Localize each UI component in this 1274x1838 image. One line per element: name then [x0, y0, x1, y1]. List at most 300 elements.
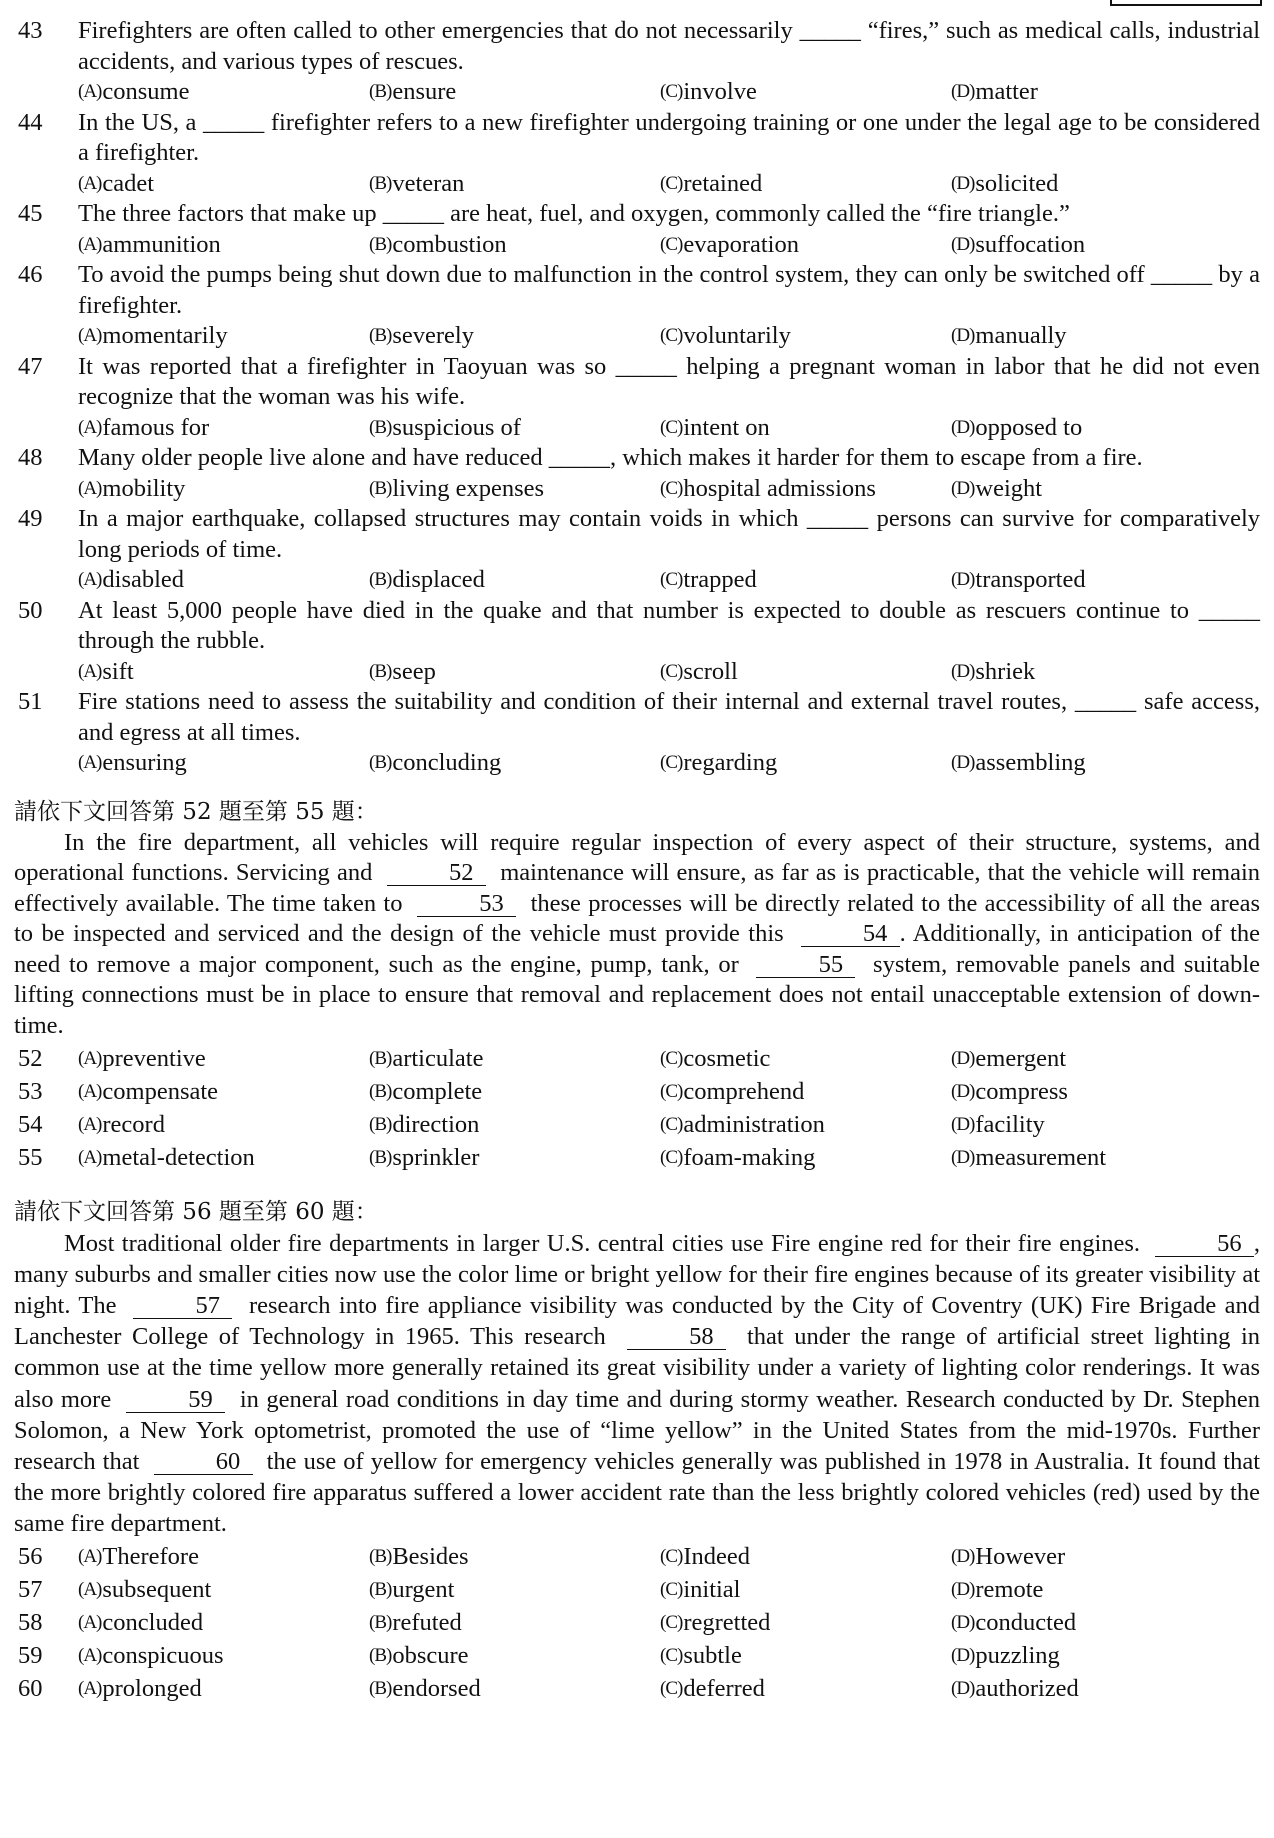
- question-text: Many older people live alone and have reduced _____, which makes it harder for them to escape from a fire.: [78, 444, 1143, 471]
- option-row: [78, 1075, 1242, 1108]
- option-c[interactable]: [660, 169, 951, 200]
- option-text: measurement: [975, 1143, 1107, 1171]
- option-text: famous for: [102, 413, 210, 441]
- option-a[interactable]: [78, 321, 369, 352]
- option-label: (B): [369, 416, 392, 438]
- option-c[interactable]: [660, 474, 951, 505]
- option-text: articulate: [392, 1044, 484, 1072]
- question-row: [14, 1108, 1260, 1141]
- option-row: [78, 565, 1260, 596]
- option-text: However: [975, 1542, 1066, 1570]
- question-item: [14, 504, 1260, 596]
- option-b[interactable]: [369, 1075, 660, 1108]
- blank-54: 54: [801, 922, 900, 947]
- option-b[interactable]: [369, 1540, 660, 1573]
- option-label: (D): [951, 233, 975, 255]
- option-text: displaced: [392, 566, 485, 593]
- option-text: assembling: [975, 749, 1086, 776]
- question-row: [14, 1573, 1260, 1606]
- question-number: 47: [18, 352, 43, 380]
- option-a[interactable]: [78, 474, 369, 505]
- option-b[interactable]: [369, 321, 660, 352]
- option-a[interactable]: [78, 1108, 369, 1141]
- option-label: (C): [660, 325, 683, 346]
- option-label: (D): [951, 1113, 975, 1135]
- option-text: ensuring: [102, 749, 187, 776]
- option-c[interactable]: [660, 1042, 951, 1075]
- option-text: subtle: [683, 1641, 742, 1669]
- option-label: (A): [78, 233, 102, 255]
- option-b[interactable]: [369, 413, 660, 444]
- passage-text: that under the range of artificial street lighting in common use at the time yellow more generally retained its great visibility under a variety of lighting color renderings. It was also more: [14, 1323, 1261, 1413]
- option-text: administration: [683, 1110, 825, 1138]
- option-row: [78, 1141, 1242, 1174]
- option-text: momentarily: [102, 322, 228, 349]
- option-text: sprinkler: [392, 1143, 480, 1171]
- option-row: [78, 77, 1260, 108]
- option-text: transported: [975, 566, 1086, 593]
- option-label: (C): [660, 569, 683, 590]
- option-label: (B): [369, 81, 392, 102]
- option-text: remote: [975, 1575, 1044, 1603]
- option-b[interactable]: [369, 1141, 660, 1174]
- option-d[interactable]: [951, 748, 1242, 779]
- option-text: concluding: [392, 749, 502, 776]
- option-row: [78, 1108, 1242, 1141]
- option-label: (B): [369, 172, 392, 194]
- option-a[interactable]: [78, 565, 369, 596]
- option-text: consume: [102, 78, 190, 105]
- option-b[interactable]: [369, 657, 660, 688]
- option-label: (A): [78, 81, 102, 102]
- option-b[interactable]: [369, 1672, 660, 1705]
- option-c[interactable]: [660, 230, 951, 261]
- option-text: compensate: [102, 1077, 219, 1105]
- blank-55: 55: [756, 953, 855, 978]
- question-text: Fire stations need to assess the suitability and condition of their internal and external travel routes, _____ safe access, and egress at all times.: [78, 688, 1260, 746]
- option-text: hospital admissions: [683, 474, 876, 502]
- question-number: 59: [18, 1641, 43, 1669]
- option-text: cosmetic: [683, 1044, 771, 1072]
- option-label: (B): [369, 1644, 392, 1666]
- option-label: (B): [369, 1146, 392, 1168]
- option-d[interactable]: [951, 1042, 1242, 1075]
- question-number: 49: [18, 505, 43, 532]
- option-label: (D): [951, 477, 975, 499]
- option-label: (B): [369, 1113, 392, 1135]
- option-label: (D): [951, 1146, 975, 1168]
- header-box: [1110, 0, 1262, 6]
- option-text: direction: [392, 1110, 480, 1138]
- option-text: emergent: [975, 1044, 1067, 1072]
- option-label: (D): [951, 1611, 975, 1633]
- option-label: (A): [78, 1644, 102, 1666]
- question-item: [14, 596, 1260, 688]
- option-text: regretted: [683, 1608, 771, 1636]
- option-d[interactable]: [951, 1141, 1242, 1174]
- option-label: (D): [951, 569, 975, 590]
- option-d[interactable]: [951, 1573, 1242, 1606]
- option-label: (B): [369, 1578, 392, 1600]
- option-d[interactable]: [951, 1606, 1242, 1639]
- option-label: (C): [660, 1677, 683, 1699]
- question-list-52-55: [14, 1042, 1260, 1174]
- option-text: foam-making: [683, 1143, 816, 1171]
- option-a[interactable]: [78, 748, 369, 779]
- option-c[interactable]: [660, 1639, 951, 1672]
- question-row: [14, 1042, 1260, 1075]
- option-text: regarding: [683, 749, 778, 776]
- question-text: To avoid the pumps being shut down due to malfunction in the control system, they can only be switched off _____ by a firefighter.: [78, 261, 1260, 319]
- option-label: (B): [369, 660, 392, 682]
- option-row: [78, 413, 1260, 444]
- option-row: [78, 321, 1260, 352]
- option-a[interactable]: [78, 1606, 369, 1639]
- option-text: opposed to: [975, 413, 1083, 441]
- option-label: (C): [660, 1113, 683, 1135]
- option-row: [78, 1042, 1242, 1075]
- option-b[interactable]: [369, 1639, 660, 1672]
- question-number: 51: [18, 688, 43, 715]
- option-label: (D): [951, 752, 975, 773]
- option-label: (A): [78, 477, 102, 499]
- passage-text: research into fire appliance visibility was conducted by the City of Coventry (UK) Fire Brigade and Lanchester College of Technology in 1965. This research: [14, 1292, 1261, 1351]
- option-label: (A): [78, 1611, 102, 1633]
- question-number: 43: [18, 17, 43, 44]
- passage-text: the use of yellow for emergency vehicles generally was published in 1978 in Australia. It found that the more brightly colored fire apparatus suffered a lower accident rate than the less brightly colored vehicles (red) used by the same fire department.: [14, 1448, 1261, 1538]
- passage-56-60: [14, 1228, 1260, 1540]
- option-a[interactable]: [78, 1672, 369, 1705]
- option-text: deferred: [683, 1674, 765, 1702]
- option-d[interactable]: [951, 1108, 1242, 1141]
- passage-text: in general road conditions in day time and during stormy weather. Research conducted by Dr. Stephen Solomon, a New York optometrist, promoted the use of “lime yellow” in the United States from the mid-1970s. Further research that: [14, 1385, 1261, 1476]
- option-label: (B): [369, 1677, 392, 1699]
- option-text: weight: [975, 474, 1043, 502]
- option-label: (B): [369, 1047, 392, 1069]
- option-label: (B): [369, 752, 392, 773]
- option-text: involve: [683, 78, 757, 105]
- option-a[interactable]: [78, 230, 369, 261]
- option-row: [78, 748, 1260, 779]
- question-text: It was reported that a firefighter in Taoyuan was so _____ helping a pregnant woman in labor that he did not even recognize that the woman was his wife.: [78, 352, 1260, 410]
- option-b[interactable]: [369, 474, 660, 505]
- option-label: (A): [78, 1146, 102, 1168]
- option-text: concluded: [102, 1608, 204, 1636]
- option-text: Indeed: [683, 1542, 750, 1570]
- question-list-56-60: [14, 1540, 1260, 1705]
- option-c[interactable]: [660, 77, 951, 108]
- question-item: [14, 199, 1260, 260]
- option-c[interactable]: [660, 1606, 951, 1639]
- option-text: record: [102, 1110, 165, 1138]
- option-label: (C): [660, 1611, 683, 1633]
- option-label: (D): [951, 1644, 975, 1666]
- option-label: (C): [660, 1080, 683, 1102]
- passage-text: these processes will be directly related to the accessibility of all the areas to be inspected and serviced and the design of the vehicle must provide this: [14, 889, 1261, 948]
- option-a[interactable]: [78, 1573, 369, 1606]
- question-row: [14, 1141, 1260, 1174]
- question-item: [14, 352, 1260, 444]
- option-b[interactable]: [369, 1108, 660, 1141]
- option-c[interactable]: [660, 1075, 951, 1108]
- option-text: urgent: [392, 1575, 455, 1603]
- option-label: (A): [78, 1113, 102, 1135]
- passage-52-55: [14, 828, 1260, 1042]
- option-label: (C): [660, 477, 683, 499]
- question-number: 54: [18, 1110, 43, 1138]
- option-d[interactable]: [951, 230, 1242, 261]
- option-text: authorized: [975, 1674, 1079, 1702]
- option-text: Besides: [392, 1542, 469, 1570]
- passage-text: maintenance will ensure, as far as is practicable, that the vehicle will remain effectively available. The time taken to: [14, 859, 1261, 917]
- option-label: (B): [369, 325, 392, 346]
- question-item: [14, 443, 1260, 504]
- option-d[interactable]: [951, 1075, 1242, 1108]
- option-label: (A): [78, 325, 102, 346]
- option-label: (B): [369, 1611, 392, 1633]
- option-c[interactable]: [660, 1573, 951, 1606]
- option-a[interactable]: [78, 1075, 369, 1108]
- option-text: retained: [683, 169, 763, 197]
- question-text: In the US, a _____ firefighter refers to a new firefighter undergoing training or one under the legal age to be considered a firefighter.: [78, 108, 1260, 166]
- option-b[interactable]: [369, 169, 660, 200]
- option-label: (C): [660, 660, 683, 682]
- option-b[interactable]: [369, 748, 660, 779]
- option-text: suffocation: [975, 230, 1086, 258]
- question-text: In a major earthquake, collapsed structures may contain voids in which _____ persons can survive for comparatively long periods of time.: [78, 505, 1260, 563]
- question-number: 46: [18, 261, 43, 288]
- option-label: (D): [951, 1080, 975, 1102]
- option-label: (C): [660, 172, 683, 194]
- option-c[interactable]: [660, 321, 951, 352]
- question-row: [14, 1075, 1260, 1108]
- option-d[interactable]: [951, 321, 1242, 352]
- option-text: metal-detection: [102, 1143, 255, 1171]
- option-label: (A): [78, 172, 102, 194]
- option-text: conspicuous: [102, 1641, 224, 1669]
- option-d[interactable]: [951, 413, 1242, 444]
- option-label: (A): [78, 416, 102, 438]
- option-d[interactable]: [951, 169, 1242, 200]
- option-c[interactable]: [660, 748, 951, 779]
- question-text: The three factors that make up _____ are heat, fuel, and oxygen, commonly called the “fire triangle.”: [78, 200, 1070, 227]
- question-number: 57: [18, 1575, 43, 1603]
- option-a[interactable]: [78, 1042, 369, 1075]
- option-label: (D): [951, 172, 975, 194]
- option-label: (B): [369, 569, 392, 590]
- option-label: (A): [78, 1578, 102, 1600]
- option-b[interactable]: [369, 77, 660, 108]
- option-d[interactable]: [951, 565, 1242, 596]
- option-a[interactable]: [78, 413, 369, 444]
- option-label: (C): [660, 1047, 683, 1069]
- section-instruction-52-55: 請依下文回答第 52 題至第 55 題：: [14, 798, 378, 825]
- option-label: (B): [369, 233, 392, 255]
- option-text: living expenses: [392, 474, 545, 502]
- option-d[interactable]: [951, 1672, 1242, 1705]
- question-number: 55: [18, 1143, 43, 1171]
- option-label: (C): [660, 416, 683, 438]
- option-c[interactable]: [660, 657, 951, 688]
- option-text: cadet: [102, 169, 155, 197]
- question-item: [14, 16, 1260, 108]
- option-label: (C): [660, 1644, 683, 1666]
- question-row: [14, 1672, 1260, 1705]
- question-row: [14, 1540, 1260, 1573]
- question-number: 52: [18, 1044, 43, 1072]
- option-d[interactable]: [951, 77, 1242, 108]
- option-d[interactable]: [951, 474, 1242, 505]
- option-label: (D): [951, 1545, 975, 1567]
- passage-text: , many suburbs and smaller cities now use the color lime or bright yellow for their fire engines because of its greater visibility at night. The: [14, 1229, 1261, 1320]
- option-c[interactable]: [660, 1108, 951, 1141]
- question-number: 53: [18, 1077, 43, 1105]
- option-b[interactable]: [369, 1042, 660, 1075]
- option-text: shriek: [975, 657, 1036, 685]
- option-text: prolonged: [102, 1674, 202, 1702]
- exam-page: [14, 16, 1260, 1705]
- option-d[interactable]: [951, 657, 1242, 688]
- option-text: evaporation: [683, 230, 799, 258]
- option-text: preventive: [102, 1044, 206, 1072]
- option-row: [78, 1573, 1242, 1606]
- option-d[interactable]: [951, 1540, 1242, 1573]
- option-c[interactable]: [660, 1540, 951, 1573]
- option-row: [78, 1606, 1242, 1639]
- blank-58: 58: [627, 1325, 726, 1350]
- option-text: puzzling: [975, 1641, 1060, 1669]
- question-number: 45: [18, 200, 43, 227]
- question-text: Firefighters are often called to other emergencies that do not necessarily _____ “fires,” such as medical calls, industrial accidents, and various types of rescues.: [78, 17, 1260, 75]
- option-label: (C): [660, 1545, 683, 1567]
- option-label: (A): [78, 1047, 102, 1069]
- option-text: disabled: [102, 566, 185, 593]
- option-text: sift: [102, 657, 134, 685]
- option-label: (A): [78, 1545, 102, 1567]
- option-label: (C): [660, 752, 683, 773]
- option-row: [78, 1540, 1242, 1573]
- option-label: (A): [78, 1080, 102, 1102]
- question-number: 44: [18, 108, 43, 136]
- option-row: [78, 474, 1260, 505]
- option-label: (D): [951, 1047, 975, 1069]
- option-label: (A): [78, 752, 102, 773]
- blank-52: 52: [387, 861, 486, 886]
- option-text: initial: [683, 1575, 741, 1603]
- option-text: refuted: [392, 1608, 462, 1636]
- option-a[interactable]: [78, 169, 369, 200]
- blank-53: 53: [417, 892, 516, 917]
- question-number: 60: [18, 1674, 43, 1702]
- option-label: (A): [78, 660, 102, 682]
- option-c[interactable]: [660, 565, 951, 596]
- option-text: seep: [392, 657, 436, 685]
- option-c[interactable]: [660, 1141, 951, 1174]
- option-text: compress: [975, 1077, 1068, 1105]
- option-label: (B): [369, 477, 392, 499]
- option-text: severely: [392, 322, 474, 349]
- passage-text: system, removable panels and suitable lifting connections must be in place to ensure that removal and replacement does not entail unacceptable extension of down-time.: [14, 950, 1261, 1040]
- blank-59: 59: [126, 1388, 225, 1413]
- option-text: ammunition: [102, 230, 221, 258]
- option-b[interactable]: [369, 1606, 660, 1639]
- option-text: Therefore: [102, 1542, 199, 1570]
- question-text: At least 5,000 people have died in the quake and that number is expected to double as rescuers continue to _____ through the rubble.: [78, 596, 1260, 654]
- option-label: (D): [951, 660, 975, 682]
- option-label: (B): [369, 1545, 392, 1567]
- option-row: [78, 230, 1260, 261]
- option-row: [78, 169, 1260, 200]
- question-number: 48: [18, 444, 43, 471]
- passage-text: In the fire department, all vehicles will require regular inspection of every aspect of their structure, systems, and operational functions. Servicing and: [14, 828, 1260, 887]
- option-row: [78, 657, 1260, 688]
- option-label: (D): [951, 1677, 975, 1699]
- option-a[interactable]: [78, 657, 369, 688]
- option-text: complete: [392, 1077, 483, 1105]
- passage-text: . Additionally, in anticipation of the need to remove a major component, such as the engine, pump, tank, or: [14, 920, 1261, 978]
- option-label: (A): [78, 569, 102, 590]
- option-text: combustion: [392, 230, 507, 258]
- blank-60: 60: [154, 1450, 253, 1475]
- option-text: veteran: [392, 169, 465, 197]
- option-label: (D): [951, 416, 975, 438]
- option-a[interactable]: [78, 1639, 369, 1672]
- option-text: matter: [975, 78, 1038, 105]
- option-text: facility: [975, 1110, 1045, 1138]
- option-text: suspicious of: [392, 413, 521, 441]
- question-number: 58: [18, 1608, 43, 1636]
- option-text: solicited: [975, 169, 1059, 197]
- option-row: [78, 1672, 1242, 1705]
- option-text: conducted: [975, 1608, 1077, 1636]
- question-number: 50: [18, 596, 43, 624]
- option-b[interactable]: [369, 565, 660, 596]
- blank-57: 57: [133, 1294, 232, 1319]
- option-b[interactable]: [369, 230, 660, 261]
- question-item: [14, 260, 1260, 352]
- option-label: (C): [660, 1146, 683, 1168]
- option-text: endorsed: [392, 1674, 481, 1702]
- option-label: (D): [951, 1578, 975, 1600]
- question-item: [14, 687, 1260, 779]
- option-label: (C): [660, 1578, 683, 1600]
- option-c[interactable]: [660, 413, 951, 444]
- option-b[interactable]: [369, 1573, 660, 1606]
- question-item: [14, 108, 1260, 200]
- option-d[interactable]: [951, 1639, 1242, 1672]
- question-number: 56: [18, 1542, 43, 1570]
- option-label: (B): [369, 1080, 392, 1102]
- option-text: obscure: [392, 1641, 469, 1669]
- option-label: (D): [951, 81, 975, 102]
- option-a[interactable]: [78, 77, 369, 108]
- option-a[interactable]: [78, 1540, 369, 1573]
- option-text: comprehend: [683, 1077, 805, 1105]
- section-instruction-56-60: 請依下文回答第 56 題至第 60 題：: [14, 1198, 378, 1225]
- option-text: scroll: [683, 657, 738, 685]
- option-text: ensure: [392, 78, 457, 105]
- option-text: intent on: [683, 413, 770, 441]
- option-label: (C): [660, 233, 683, 255]
- option-text: manually: [975, 322, 1067, 349]
- option-text: mobility: [102, 474, 186, 502]
- option-c[interactable]: [660, 1672, 951, 1705]
- option-a[interactable]: [78, 1141, 369, 1174]
- option-label: (A): [78, 1677, 102, 1699]
- passage-text: Most traditional older fire departments in larger U.S. central cities use Fire engine red for their fire engines.: [64, 1229, 1141, 1257]
- option-text: subsequent: [102, 1575, 212, 1603]
- question-row: [14, 1606, 1260, 1639]
